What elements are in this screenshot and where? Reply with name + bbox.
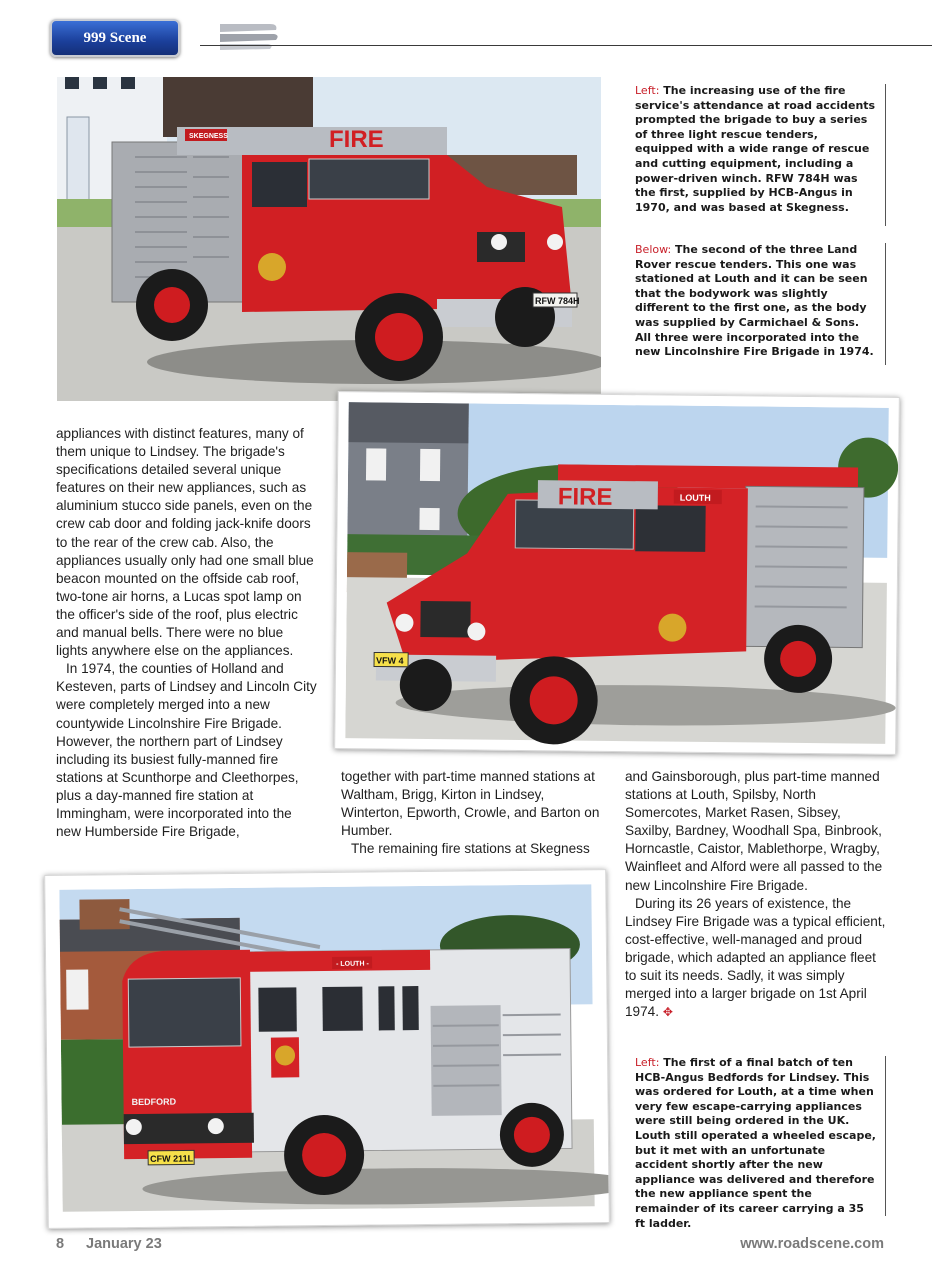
- photo3-reg-plate: CFW 211L: [150, 1153, 194, 1164]
- body-column-3: [625, 768, 887, 1021]
- caption-bottom-lead: Left:: [635, 1056, 660, 1069]
- footer-issue: January 23: [86, 1236, 162, 1252]
- body-column-2: [341, 768, 603, 858]
- photo-skegness-rescue-tender: [57, 77, 601, 401]
- right-wing-emblem: [150, 18, 350, 56]
- col2-paragraph-1: together with part-time manned stations at Waltham, Brigg, Kirton in Lindsey, Winterton, Epworth, Crowle, and Barton on Humber.: [341, 769, 600, 839]
- body-column-1: [56, 425, 318, 841]
- footer-website[interactable]: www.roadscene.com: [740, 1236, 884, 1252]
- photo3-make-badge: BEDFORD: [131, 1096, 177, 1108]
- caption-bottom-text: The first of a final batch of ten HCB-Angus Bedfords for Lindsey. This was ordered for Louth, at a time when very few escape-carrying appliances were still being ordered in the UK. Louth still operated a wheeled escape, but it met with an unfortunate accident shortly after the new appliance was delivered and therefore the new appliance spent the remainder of its career carrying a 35 ft ladder.: [635, 1056, 876, 1230]
- caption-middle-text: The second of the three Land Rover rescue tenders. This one was stationed at Louth and it can be seen that the bodywork was slightly different to the first one, as the body was supplied by Carmichael & Sons. All three were incorporated into the new Lincolnshire Fire Brigade in 1974.: [635, 243, 874, 359]
- col3-paragraph-2: During its 26 years of existence, the Lindsey Fire Brigade was a typical efficient, cost-effective, well-managed and proud brigade, which adapted an appliance fleet to suit its needs. Sadly, it was simply merged into a larger brigade on 1st April 1974.: [625, 895, 886, 1020]
- photo1-station-board: SKEGNESS: [189, 133, 228, 140]
- col3-paragraph-1: and Gainsborough, plus part-time manned stations at Louth, Spilsby, North Somercotes, Market Rasen, Sibsey, Saxilby, Bardney, Woodhall Spa, Binbrook, Horncastle, Caistor, Mablethorpe, Wragby, Wainfleet and Alford were all passed to the new Lincolnshire Fire Brigade.: [625, 769, 883, 893]
- caption-top-text: The increasing use of the fire service's attendance at road accidents prompted the brigade to buy a series of three light rescue tenders, equipped with a wide range of rescue and cutting equipment, including a power-driven winch. RFW 784H was the first, supplied by HCB-Angus in 1970, and was based at Skegness.: [635, 84, 876, 214]
- footer-page-number: 8: [56, 1236, 65, 1252]
- section-title: 999 Scene: [83, 30, 147, 46]
- col1-paragraph-1: appliances with distinct features, many of them unique to Lindsey. The brigade's specifications detailed several unique features on their new appliances, such as aluminium stucco side panels, even on the crew cab door and folding jack-knife doors to the rear of the crew cab. Also, the appliances usually only had one small blue beacon mounted on the offside cab roof, two-tone air horns, a Lucas spot lamp on the officer's side of the roof, plus electric and manual bells. There were no blue lights anywhere else on the appliances.: [56, 426, 314, 659]
- col1-paragraph-2: In 1974, the counties of Holland and Kesteven, parts of Lindsey and Lincoln City were completely merged into a new countywide Lincolnshire Fire Brigade. However, the northern part of Lindsey including its busiest fully-manned fire stations at Scunthorpe and Cleethorpes, plus a day-manned fire station at Immingham, were incorporated into the new Humberside Fire Brigade,: [56, 661, 317, 840]
- photo2-fire-lettering: FIRE: [557, 483, 613, 511]
- caption-bottom: [635, 1056, 886, 1230]
- photo2-reg-plate: VFW 4: [376, 655, 404, 666]
- end-mark-icon: ✥: [662, 1005, 673, 1020]
- photo2-station-board: LOUTH: [679, 492, 711, 503]
- caption-middle-lead: Below:: [635, 243, 672, 256]
- photo1-fire-lettering: FIRE: [329, 126, 384, 153]
- caption-middle: [635, 243, 886, 365]
- photo1-reg-plate: RFW 784H: [535, 296, 580, 306]
- caption-top: [635, 84, 886, 226]
- header-rule: [200, 45, 932, 46]
- col2-paragraph-2: The remaining fire stations at Skegness: [351, 841, 590, 857]
- photo-louth-rescue-tender: [334, 391, 900, 755]
- photo3-station-board: - LOUTH -: [336, 960, 369, 968]
- section-badge: [50, 19, 180, 57]
- photo-bedford-louth: [44, 869, 610, 1229]
- caption-top-lead: Left:: [635, 84, 660, 97]
